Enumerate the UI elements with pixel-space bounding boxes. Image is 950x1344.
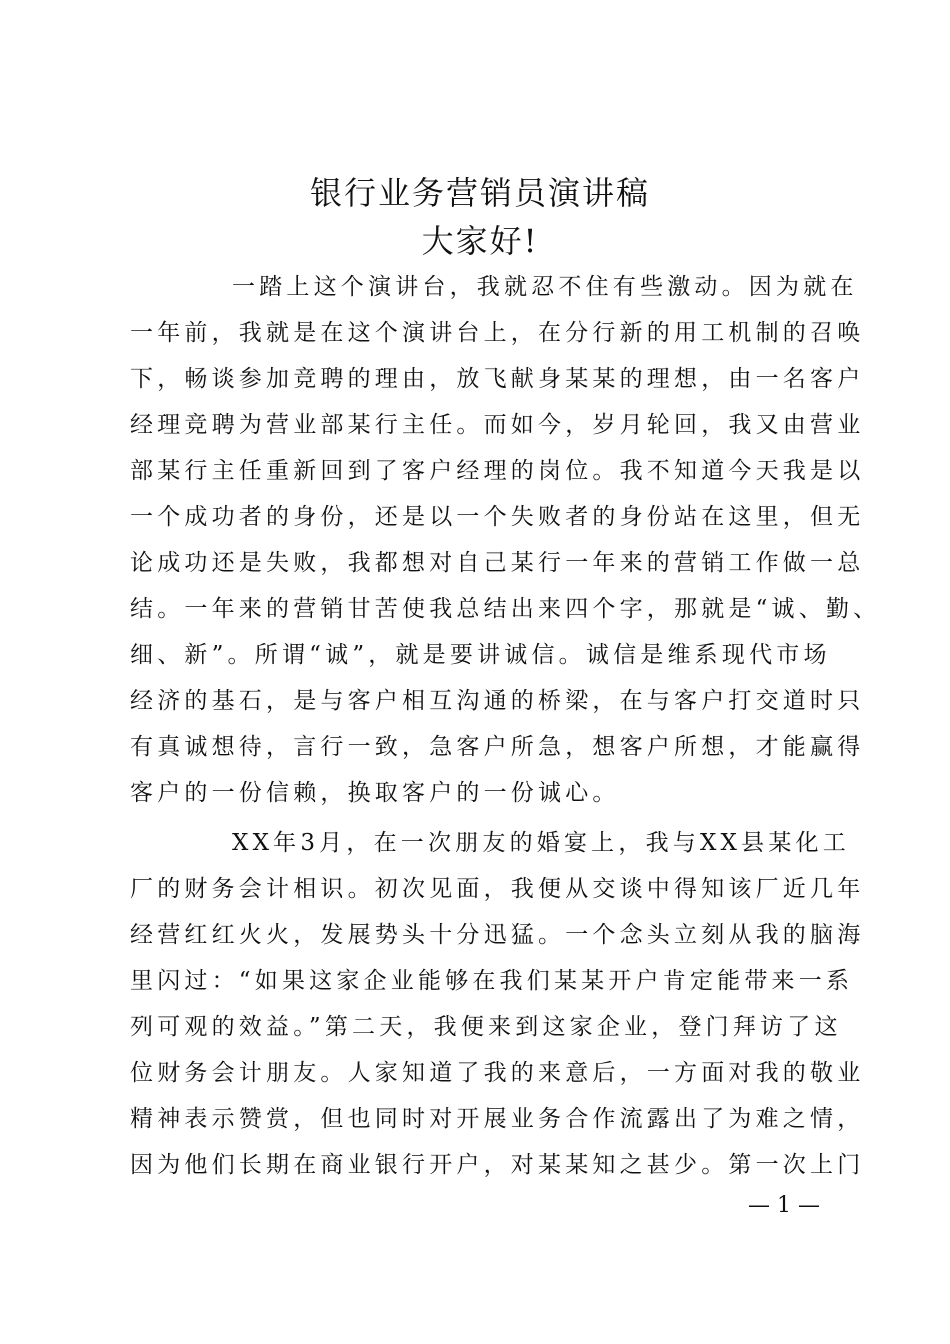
paragraph-1-line-10: 经济的基石，是与客户相互沟通的桥梁，在与客户打交道时只	[130, 688, 865, 714]
paragraph-1-line-3: 下，畅谈参加竞聘的理由，放飞献身某某的理想，由一名客户	[130, 366, 865, 392]
paragraph-1-line-4: 经理竞聘为营业部某行主任。而如今，岁月轮回，我又由营业	[130, 412, 865, 438]
page-number: — 1 —	[748, 1193, 820, 1218]
paragraph-2-line-1: XX年3月，在一次朋友的婚宴上，我与XX县某化工	[232, 830, 850, 856]
paragraph-1-line-1: 一踏上这个演讲台，我就忍不住有些激动。因为就在	[232, 274, 858, 300]
paragraph-2-line-2: 厂的财务会计相识。初次见面，我便从交谈中得知该厂近几年	[130, 876, 865, 902]
paragraph-1-line-8: 结。一年来的营销甘苦使我总结出来四个字，那就是“诚、勤、	[130, 596, 881, 622]
paragraph-1-line-5: 部某行主任重新回到了客户经理的岗位。我不知道今天我是以	[130, 458, 865, 484]
paragraph-2-line-7: 精神表示赞赏，但也同时对开展业务合作流露出了为难之情，	[130, 1106, 865, 1132]
paragraph-2-line-6: 位财务会计朋友。人家知道了我的来意后，一方面对我的敬业	[130, 1060, 865, 1086]
paragraph-2-line-3: 经营红红火火，发展势头十分迅猛。一个念头立刻从我的脑海	[130, 922, 865, 948]
paragraph-1-line-11: 有真诚想待，言行一致，急客户所急，想客户所想，才能赢得	[130, 734, 865, 760]
paragraph-1-line-9: 细、新”。所谓“诚”，就是要讲诚信。诚信是维系现代市场	[130, 642, 831, 668]
greeting: 大家好!	[421, 222, 539, 260]
paragraph-1-line-2: 一年前，我就是在这个演讲台上，在分行新的用工机制的召唤	[130, 320, 865, 346]
paragraph-1-line-12: 客户的一份信赖，换取客户的一份诚心。	[130, 780, 620, 806]
document-title: 银行业务营销员演讲稿	[309, 174, 650, 212]
paragraph-1-line-6: 一个成功者的身份，还是以一个失败者的身份站在这里，但无	[130, 504, 865, 530]
paragraph-2-line-8: 因为他们长期在商业银行开户，对某某知之甚少。第一次上门	[130, 1152, 865, 1178]
paragraph-2-line-4: 里闪过：“如果这家企业能够在我们某某开户肯定能带来一系	[130, 968, 854, 994]
paragraph-1-line-7: 论成功还是失败，我都想对自己某行一年来的营销工作做一总	[130, 550, 865, 576]
paragraph-2-line-5: 列可观的效益。”第二天，我便来到这家企业，登门拜访了这	[130, 1014, 842, 1040]
